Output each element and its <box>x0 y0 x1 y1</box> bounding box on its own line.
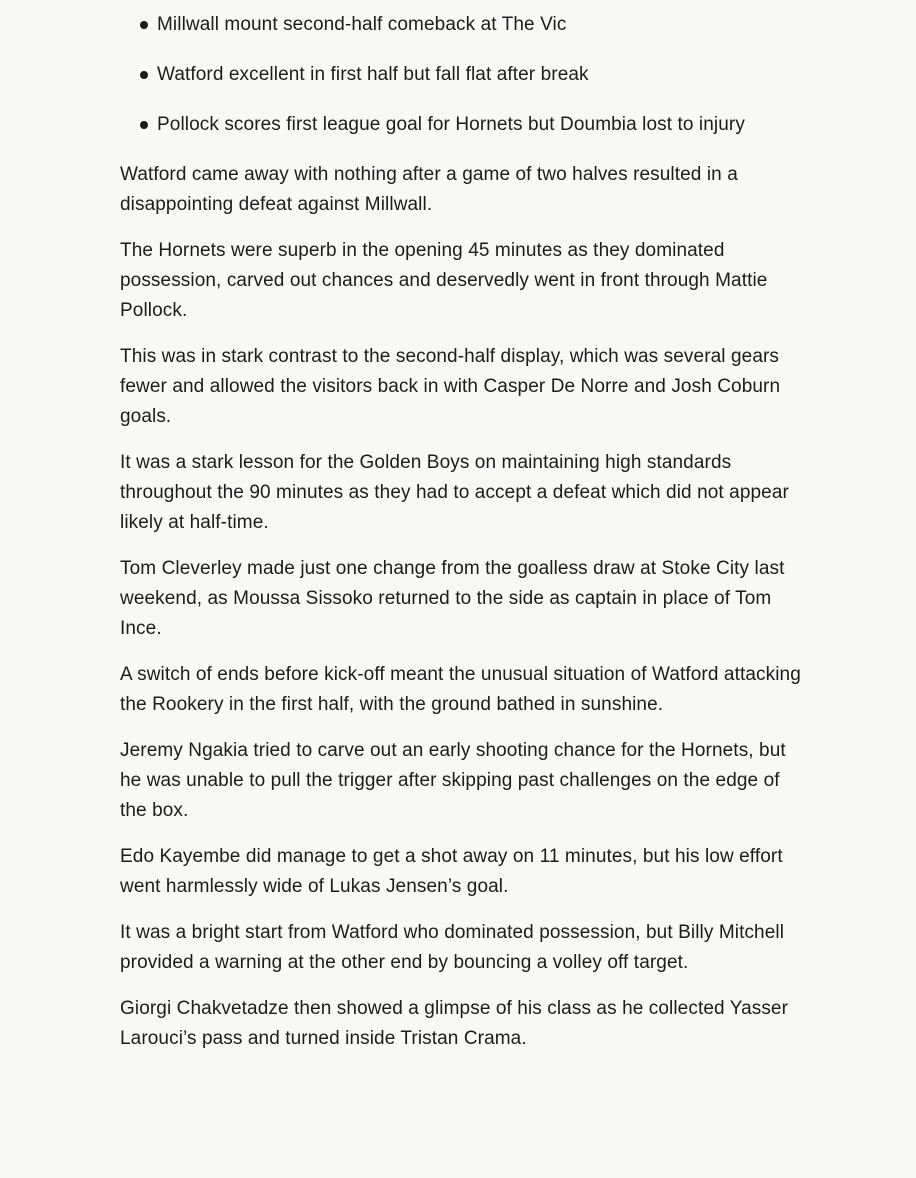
article-paragraph: Edo Kayembe did manage to get a shot away on 11 minutes, but his low effort went harmlessly wide of Lukas Jensen’s goal. <box>120 846 783 897</box>
bullet-text: Pollock scores first league goal for Hornets but Doumbia lost to injury <box>157 114 745 135</box>
bullet-item <box>120 110 797 140</box>
bullet-icon <box>140 21 148 29</box>
article-paragraph: It was a bright start from Watford who dominated possession, but Billy Mitchell provided a warning at the other end by bouncing a volley off target. <box>120 922 785 973</box>
bullet-item <box>120 60 797 90</box>
article-paragraph: Watford came away with nothing after a game of two halves resulted in a disappointing defeat against Millwall. <box>120 164 738 215</box>
article-paragraph: A switch of ends before kick-off meant the unusual situation of Watford attacking the Rookery in the first half, with the ground bathed in sunshine. <box>120 664 801 715</box>
bullet-icon <box>140 71 148 79</box>
bullet-text: Millwall mount second-half comeback at The Vic <box>157 14 567 35</box>
bullet-text: Watford excellent in first half but fall flat after break <box>157 64 589 85</box>
summary-bullet-list <box>120 10 806 140</box>
article-paragraph: Giorgi Chakvetadze then showed a glimpse of his class as he collected Yasser Larouci’s pass and turned inside Tristan Crama. <box>120 998 789 1049</box>
bullet-item <box>120 10 797 40</box>
article-paragraph: This was in stark contrast to the second-half display, which was several gears fewer and allowed the visitors back in with Casper De Norre and Josh Coburn goals. <box>120 346 781 427</box>
article-paragraph: Jeremy Ngakia tried to carve out an early shooting chance for the Hornets, but he was unable to pull the trigger after skipping past challenges on the edge of the box. <box>120 740 786 821</box>
article-paragraph: It was a stark lesson for the Golden Boys on maintaining high standards throughout the 90 minutes as they had to accept a defeat which did not appear likely at half-time. <box>120 452 789 533</box>
bullet-icon <box>140 121 148 129</box>
article-paragraph: Tom Cleverley made just one change from the goalless draw at Stoke City last weekend, as Moussa Sissoko returned to the side as captain in place of Tom Ince. <box>120 558 785 639</box>
article-paragraph: The Hornets were superb in the opening 45 minutes as they dominated possession, carved out chances and deservedly went in front through Mattie Pollock. <box>120 240 768 321</box>
